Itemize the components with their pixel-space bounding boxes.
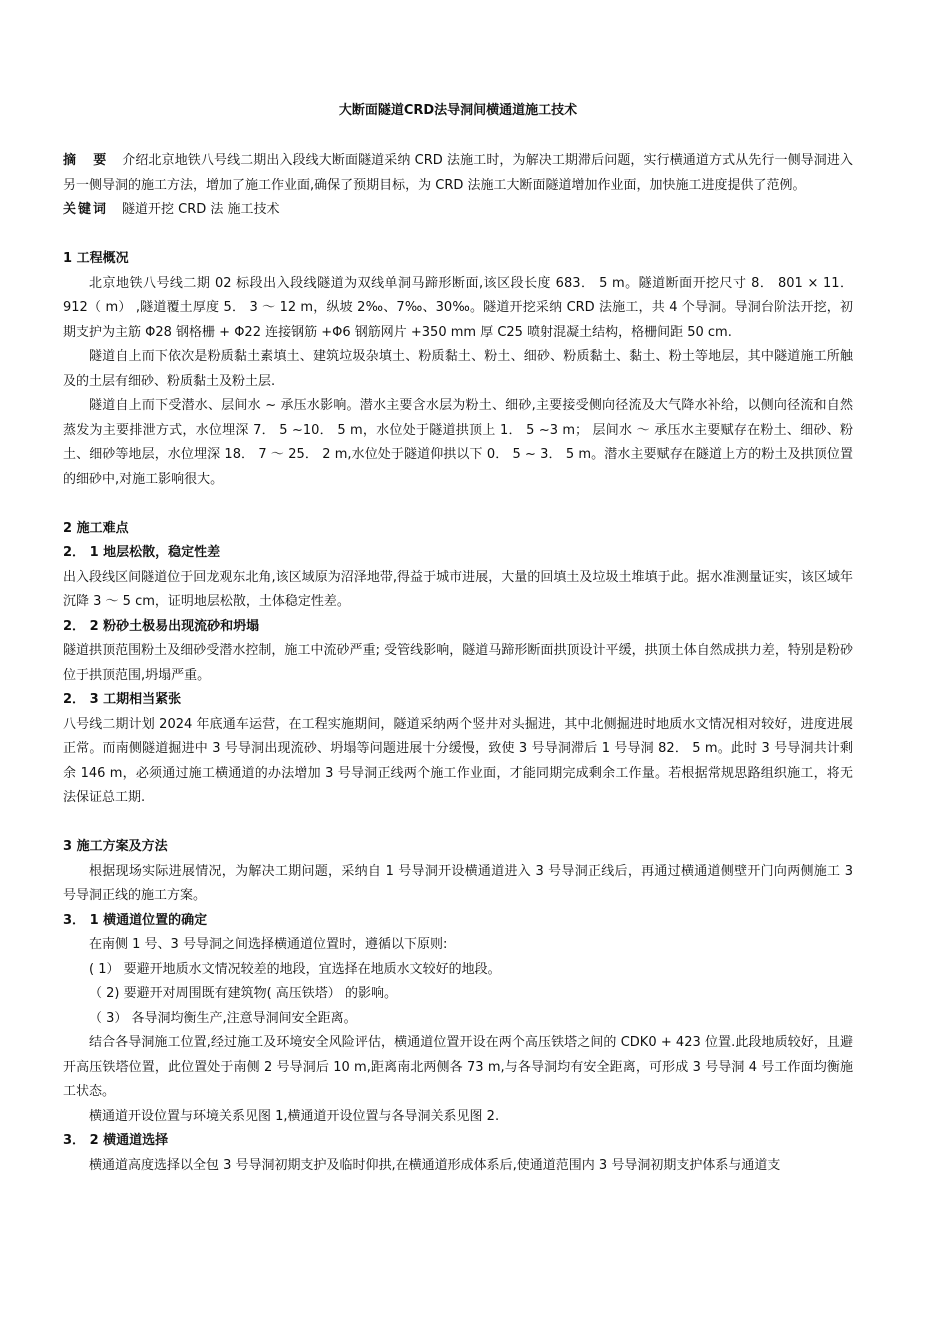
section-3-2-text: 横通道高度选择以全包 3 号导洞初期支护及临时仰拱,在横通道形成体系后,使通道范围内 3 号导洞初期支护体系与通道支 (89, 1157, 781, 1173)
section-2-3-heading: 2． 3 工期相当紧张 (63, 692, 182, 707)
section-3-1-paragraph-3: 横通道开设位置与环境关系见图 1,横通道开设位置与各导洞关系见图 2. (89, 1108, 500, 1124)
section-2-2-heading: 2． 2 粉砂土极易出现流砂和坍塌 (63, 618, 260, 634)
section-3-2-heading: 3． 2 横通道选择 (63, 1133, 169, 1148)
section-3-1-paragraph-2: 结合各导洞施工位置,经过施工及环境安全风险评估，横通道位置开设在两个高压铁塔之间的 CDK0 + 423 位置.此段地质较好，且避开高压铁塔位置，此位置处于南侧 2 号导洞后 10 m,距离南北两侧各 73 m,与各导洞均有安全距离，可形成 3 号导洞 4 号工作面均衡施工状态。 (63, 1035, 853, 1099)
section-2-heading: 2 施工难点 (63, 520, 129, 536)
section-3-1-paragraph-1: 在南侧 1 号、3 号导洞之间选择横通道位置时，遵循以下原则: (89, 937, 448, 952)
abstract-text: 介绍北京地铁八号线二期出入段线大断面隧道采纳 CRD 法施工时，为解决工期滞后问题，实行横通道方式从先行一侧导洞进入另一侧导洞的施工方法，增加了施工作业面,确保了预期目标，为 CRD 法施工大断面隧道增加作业面，加快施工进度提供了范例。 (63, 153, 853, 193)
keywords-text: 隧道开挖 CRD 法 施工技术 (122, 202, 280, 217)
section-2-2-text: 隧道拱顶范围粉土及细砂受潜水控制，施工中流砂严重; 受管线影响，隧道马蹄形断面拱顶设计平缓，拱顶土体自然成拱力差，特别是粉砂位于拱顶范围,坍塌严重。 (63, 643, 853, 683)
section-3-1-list-item: ( 1） 要避开地质水文情况较差的地段，宜选择在地质水文较好的地段。 (89, 961, 501, 977)
section-1-paragraph-1: 北京地铁八号线二期 02 标段出入段线隧道为双线单洞马蹄形断面,该区段长度 683． 5 m。隧道断面开挖尺寸 8． 801 × 11． 912（ m） ,隧道覆土厚度 5． 3 ～ 12 m，纵坡 2‰、7‰、30‰。隧道开挖采纳 CRD 法施工，共 4 个导洞。导洞台阶法开挖，初期支护为主筋 Φ28 钢格栅 + Φ22 连接钢筋 +Φ6 钢筋网片 +350 mm 厚 C25 喷射混凝土结构，格栅间距 50 cm. (63, 275, 853, 340)
spacer (63, 811, 853, 836)
section-3-heading: 3 施工方案及方法 (63, 839, 168, 854)
section-3-1-list-item: （ 3） 各导洞均衡生产,注意导洞间安全距离。 (89, 1010, 357, 1026)
section-1-paragraph-2: 隧道自上而下依次是粉质黏土素填土、建筑垃圾杂填土、粉质黏土、粉土、细砂、粉质黏土、黏土、粉土等地层，其中隧道施工所触及的土层有细砂、粉质黏土及粉土层. (63, 349, 853, 389)
document-title: 大断面隧道CRD法导洞间横通道施工技术 (338, 103, 578, 118)
section-2-1-text: 出入段线区间隧道位于回龙观东北角,该区域原为沼泽地带,得益于城市进展，大量的回填土及垃圾土堆填于此。据水准测量证实，该区域年沉降 3 ～ 5 cm，证明地层松散，土体稳定性差。 (63, 569, 853, 609)
section-2-1-heading: 2． 1 地层松散，稳定性差 (63, 545, 221, 560)
spacer (63, 223, 853, 248)
section-1-heading: 1 工程概况 (63, 251, 129, 266)
document-body (63, 149, 853, 1178)
section-3-1-list-item: （ 2) 要避开对周围既有建筑物( 高压铁塔） 的影响。 (89, 986, 397, 1001)
section-2-3-text: 八号线二期计划 2024 年底通车运营，在工程实施期间，隧道采纳两个竖井对头掘进，其中北侧掘进时地质水文情况相对较好，进度进展正常。而南侧隧道掘进中 3 号导洞出现流砂、坍塌等问题进展十分缓慢，致使 3 号导洞滞后 1 号导洞 82． 5 m。此时 3 号导洞共计剩余 146 m，必须通过施工横通道的办法增加 3 号导洞正线两个施工作业面，才能同期完成剩余工作量。若根据常规思路组织施工，将无法保证总工期. (63, 716, 853, 805)
section-3-1-heading: 3． 1 横通道位置的确定 (63, 912, 208, 928)
spacer (63, 492, 853, 517)
keywords-label: 关键词 (63, 202, 109, 217)
section-1-paragraph-3: 隧道自上而下受潜水、层间水 ~ 承压水影响。潜水主要含水层为粉土、细砂,主要接受侧向径流及大气降水补给，以侧向径流和自然蒸发为主要排泄方式，水位埋深 7． 5 ~10． 5 m，水位处于隧道拱顶上 1． 5 ~3 m； 层间水 ～ 承压水主要赋存在粉土、细砂、粉土、细砂等地层，水位埋深 18． 7 ～ 25． 2 m,水位处于隧道仰拱以下 0． 5 ~ 3． 5 m。潜水主要赋存在隧道上方的粉土及拱顶位置的细砂中,对施工影响很大。 (63, 398, 853, 487)
keywords-paragraph (63, 198, 853, 223)
section-3-intro: 根据现场实际进展情况，为解决工期问题，采纳自 1 号导洞开设横通道进入 3 号导洞正线后，再通过横通道侧壁开门向两侧施工 3 号导洞正线的施工方案。 (63, 863, 853, 903)
abstract-label: 摘 要 (63, 153, 109, 168)
abstract-paragraph (63, 149, 853, 198)
